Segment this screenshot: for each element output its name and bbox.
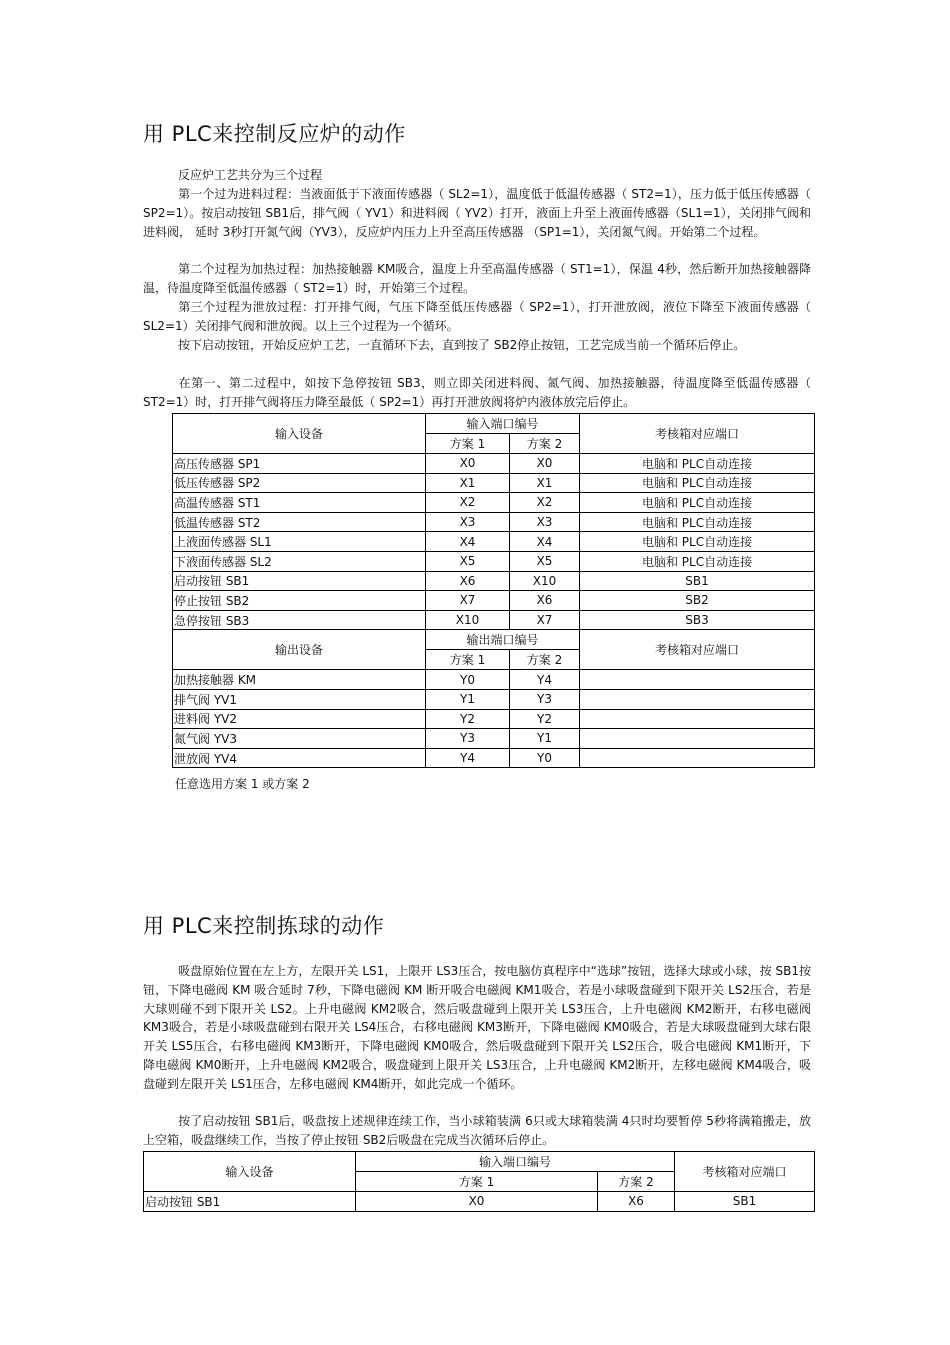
scheme2-header: 方案 2 <box>598 1172 675 1192</box>
section2-start-stop: 按了启动按钮 SB1后，吸盘按上述规律连续工作，当小球箱装满 6只或大球箱装满 4只时均要暂停 5秒将满箱搬走，放上空箱，吸盘继续工作，当按了停止按钮 SB2后吸盘在完成当次循环后停止。 <box>143 1114 811 1147</box>
section2-title: 用 PLC来控制拣球的动作 <box>143 914 385 938</box>
output-scheme1-header: 方案 1 <box>426 650 510 670</box>
table-row: 氮气阀 YV3 Y3 Y1 <box>173 729 815 749</box>
scheme2-header: 方案 2 <box>510 434 580 454</box>
table-row: 高压传感器 SP1 X0 X0 电脑和 PLC自动连接 <box>173 454 815 474</box>
table-row: 下液面传感器 SL2 X5 X5 电脑和 PLC自动连接 <box>173 551 815 571</box>
section1-emergency: 在第一、第二过程中，如按下急停按钮 SB3，则立即关闭进料阀、氮气阀、加热接触器，待温度降至低温传感器（ ST2=1）时，打开排气阀将压力降至最低（ SP2=1）再打开泄放阀将炉内液体放完后停止。 <box>143 376 811 409</box>
input-device-header: 输入设备 <box>173 414 426 454</box>
table-row: 进料阀 YV2 Y2 Y2 <box>173 709 815 729</box>
output-box-port-header: 考核箱对应端口 <box>580 630 815 670</box>
output-port-header: 输出端口编号 <box>426 630 580 650</box>
table-row: 排气阀 YV1 Y1 Y3 <box>173 689 815 709</box>
table-row: 加热接触器 KM Y0 Y4 <box>173 670 815 690</box>
input-device-header: 输入设备 <box>144 1152 356 1192</box>
table-row: 启动按钮 SB1 X0 X6 SB1 <box>144 1192 815 1212</box>
table-row: 高温传感器 ST1 X2 X2 电脑和 PLC自动连接 <box>173 493 815 513</box>
table-row: 停止按钮 SB2 X7 X6 SB2 <box>173 591 815 611</box>
table-row: 泄放阀 YV4 Y4 Y0 <box>173 748 815 768</box>
section2-process: 吸盘原始位置在左上方，左限开关 LS1，上限开 LS3压合，按电脑仿真程序中“选球”按钮，选择大球或小球，按 SB1按钮，下降电磁阀 KM 吸合延时 7秒，下降电磁阀 KM 断开吸合电磁阀 KM1吸合，若是小球吸盘碰到下限开关 LS2压合，若是大球则碰不到下限开关 LS2。上升电磁阀 KM2吸合，然后吸盘碰到上限开关 LS3压合，上升电磁阀 KM2断开，右移电磁阀 KM3吸合，若是小球吸盘碰到右限开关 LS4压合，右移电磁阀 KM3断开，下降电磁阀 KM0吸合，若是大球吸盘碰到大球右限开关 LS5压合，右移电磁阀 KM3断开，下降电磁阀 KM0吸合，然后吸盘碰到下限开关 LS2压合，吸合电磁阀 KM1断开，下降电磁阀 KM0断开，上升电磁阀 KM2吸合，吸盘碰到上限开关 LS3压合，上升电磁阀 KM2断开，左移电磁阀 KM4吸合，吸盘碰到左限开关 LS1压合，左移电磁阀 KM4断开，如此完成一个循环。 <box>143 964 811 1091</box>
table-row: 上液面传感器 SL1 X4 X4 电脑和 PLC自动连接 <box>173 532 815 552</box>
section1-intro: 反应炉工艺共分为三个过程 <box>178 168 323 182</box>
scheme1-header: 方案 1 <box>356 1172 598 1192</box>
table-row: 低温传感器 ST2 X3 X3 电脑和 PLC自动连接 <box>173 512 815 532</box>
input-port-header: 输入端口编号 <box>356 1152 675 1172</box>
reactor-io-table <box>172 413 815 768</box>
section1-start-stop: 按下启动按钮，开始反应炉工艺，一直循环下去，直到按了 SB2停止按钮，工艺完成当前一个循环后停止。 <box>178 338 746 352</box>
table-row: 低压传感器 SP2 X1 X1 电脑和 PLC自动连接 <box>173 473 815 493</box>
section1-process-3: 第三个过程为泄放过程：打开排气阀，气压下降至低压传感器（ SP2=1），打开泄放阀，液位下降至下液面传感器（ SL2=1）关闭排气阀和泄放阀。以上三个过程为一个循环。 <box>143 300 811 333</box>
input-port-header: 输入端口编号 <box>426 414 580 434</box>
output-device-header: 输出设备 <box>173 630 426 670</box>
scheme-note: 任意选用方案 1 或方案 2 <box>175 777 310 791</box>
output-scheme2-header: 方案 2 <box>510 650 580 670</box>
section1-process-1: 第一个过为进料过程：当液面低于下液面传感器（ SL2=1），温度低于低温传感器（ ST2=1），压力低于低压传感器（ SP2=1）。按启动按钮 SB1后，排气阀（ YV1）和进料阀（ YV2）打开，液面上升至上液面传感器（SL1=1），关闭排气阀和进料阀， 延时 3秒打开氮气阀（YV3），反应炉内压力上升至高压传感器 （SP1=1），关闭氮气阀。开始第二个过程。 <box>143 187 811 239</box>
box-port-header: 考核箱对应端口 <box>675 1152 815 1192</box>
pick-ball-io-table <box>143 1151 815 1212</box>
section1-title: 用 PLC来控制反应炉的动作 <box>143 122 406 146</box>
section1-process-2: 第二个过程为加热过程：加热接触器 KM吸合，温度上升至高温传感器（ ST1=1），保温 4秒，然后断开加热接触器降温，待温度降至低温传感器（ ST2=1）时，开始第三个过程。 <box>143 262 811 295</box>
scheme1-header: 方案 1 <box>426 434 510 454</box>
box-port-header: 考核箱对应端口 <box>580 414 815 454</box>
table-row: 启动按钮 SB1 X6 X10 SB1 <box>173 571 815 591</box>
table-row: 急停按钮 SB3 X10 X7 SB3 <box>173 610 815 630</box>
